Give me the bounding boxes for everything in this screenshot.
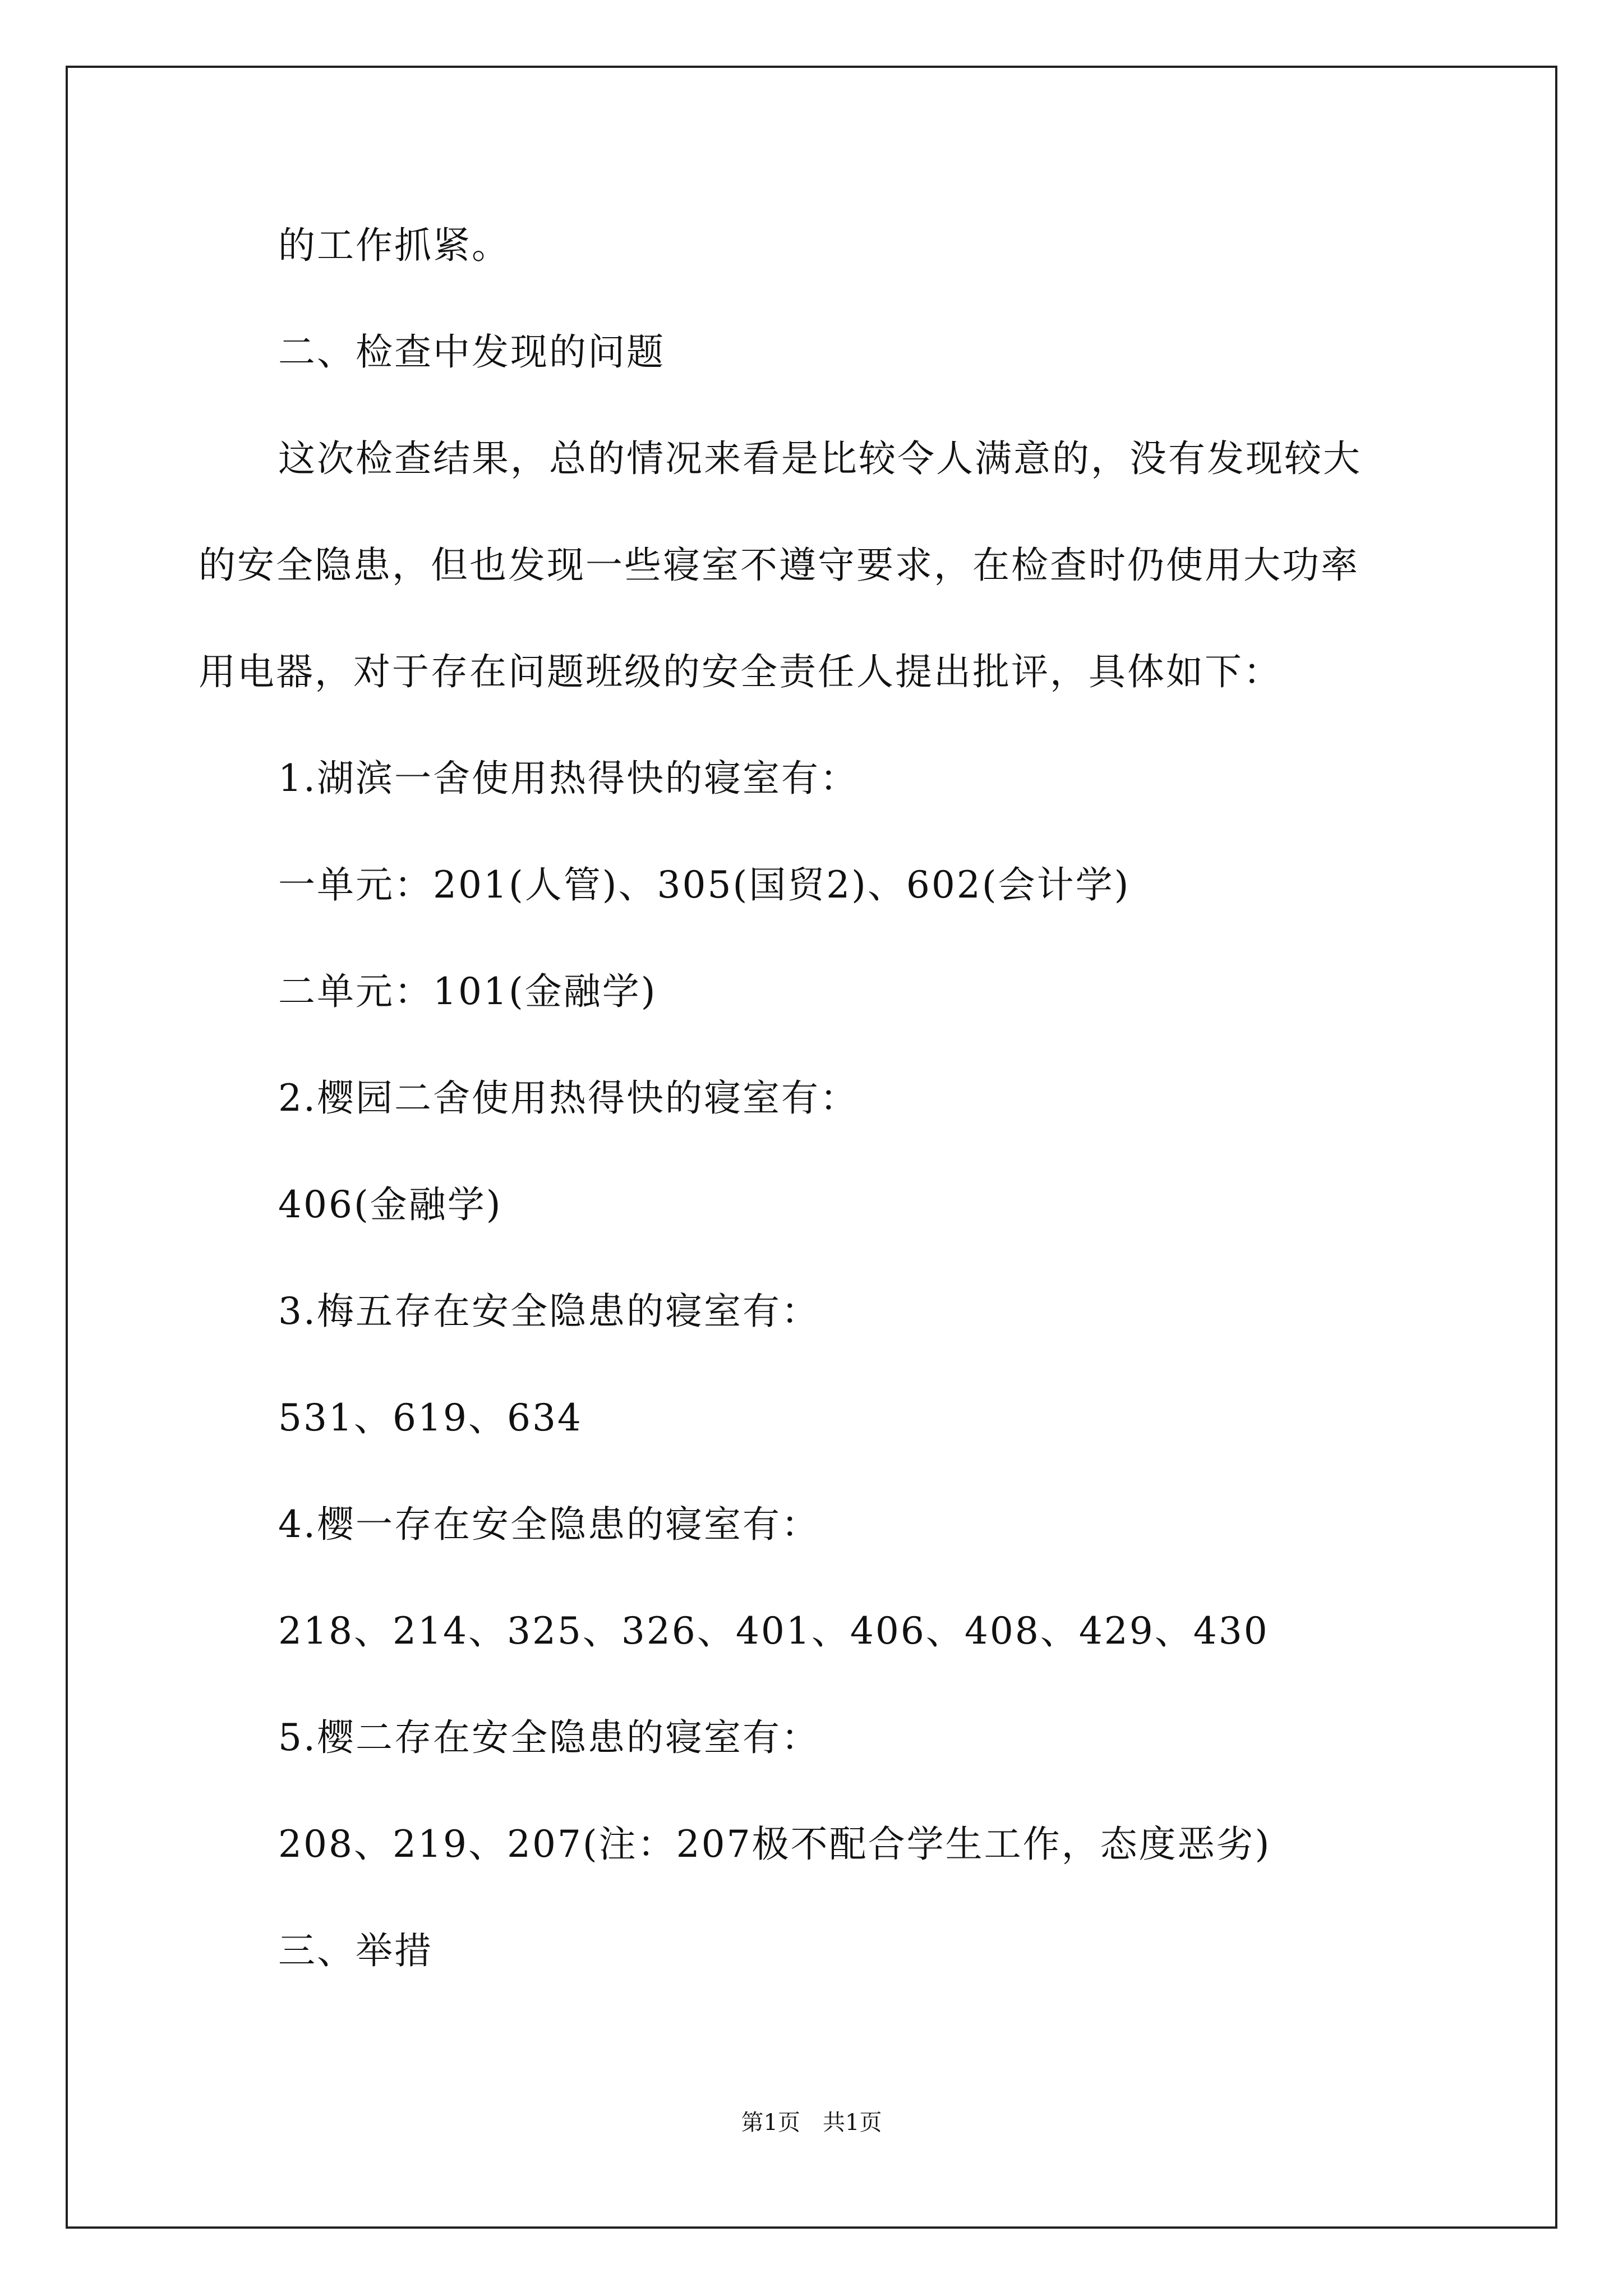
text-line-1: 的工作抓紧。 <box>278 224 510 267</box>
list-item-4-heading: 4.樱一存在安全隐患的寝室有： <box>278 1503 820 1546</box>
list-item-1-unit-1: 一单元：201(人管)、305(国贸2)、602(会计学) <box>278 863 1131 907</box>
list-item-2-heading: 2.樱园二舍使用热得快的寝室有： <box>278 1076 859 1120</box>
section-heading-problems: 二、检查中发现的问题 <box>278 330 665 374</box>
paragraph-line-2: 的安全隐患，但也发现一些寝室不遵守要求，在检查时仍使用大功率 <box>199 544 1359 587</box>
list-item-5-rooms: 208、219、207(注：207极不配合学生工作，态度恶劣) <box>278 1823 1271 1866</box>
list-item-4-rooms: 218、214、325、326、401、406、408、429、430 <box>278 1609 1269 1653</box>
list-item-1-unit-2: 二单元：101(金融学) <box>278 970 657 1013</box>
list-item-2-rooms: 406(金融学) <box>278 1183 502 1226</box>
page-border <box>66 66 1557 2229</box>
list-item-3-heading: 3.梅五存在安全隐患的寝室有： <box>278 1290 820 1333</box>
list-item-1-heading: 1.湖滨一舍使用热得快的寝室有： <box>278 757 859 800</box>
paragraph-line-1: 这次检查结果，总的情况来看是比较令人满意的，没有发现较大 <box>278 437 1362 480</box>
paragraph-line-3: 用电器，对于存在问题班级的安全责任人提出批评，具体如下： <box>199 650 1282 693</box>
page-number-footer: 第1页 共1页 <box>741 2110 882 2136</box>
list-item-3-rooms: 531、619、634 <box>278 1396 583 1439</box>
list-item-5-heading: 5.樱二存在安全隐患的寝室有： <box>278 1716 820 1759</box>
section-heading-measures: 三、举措 <box>278 1929 433 1972</box>
